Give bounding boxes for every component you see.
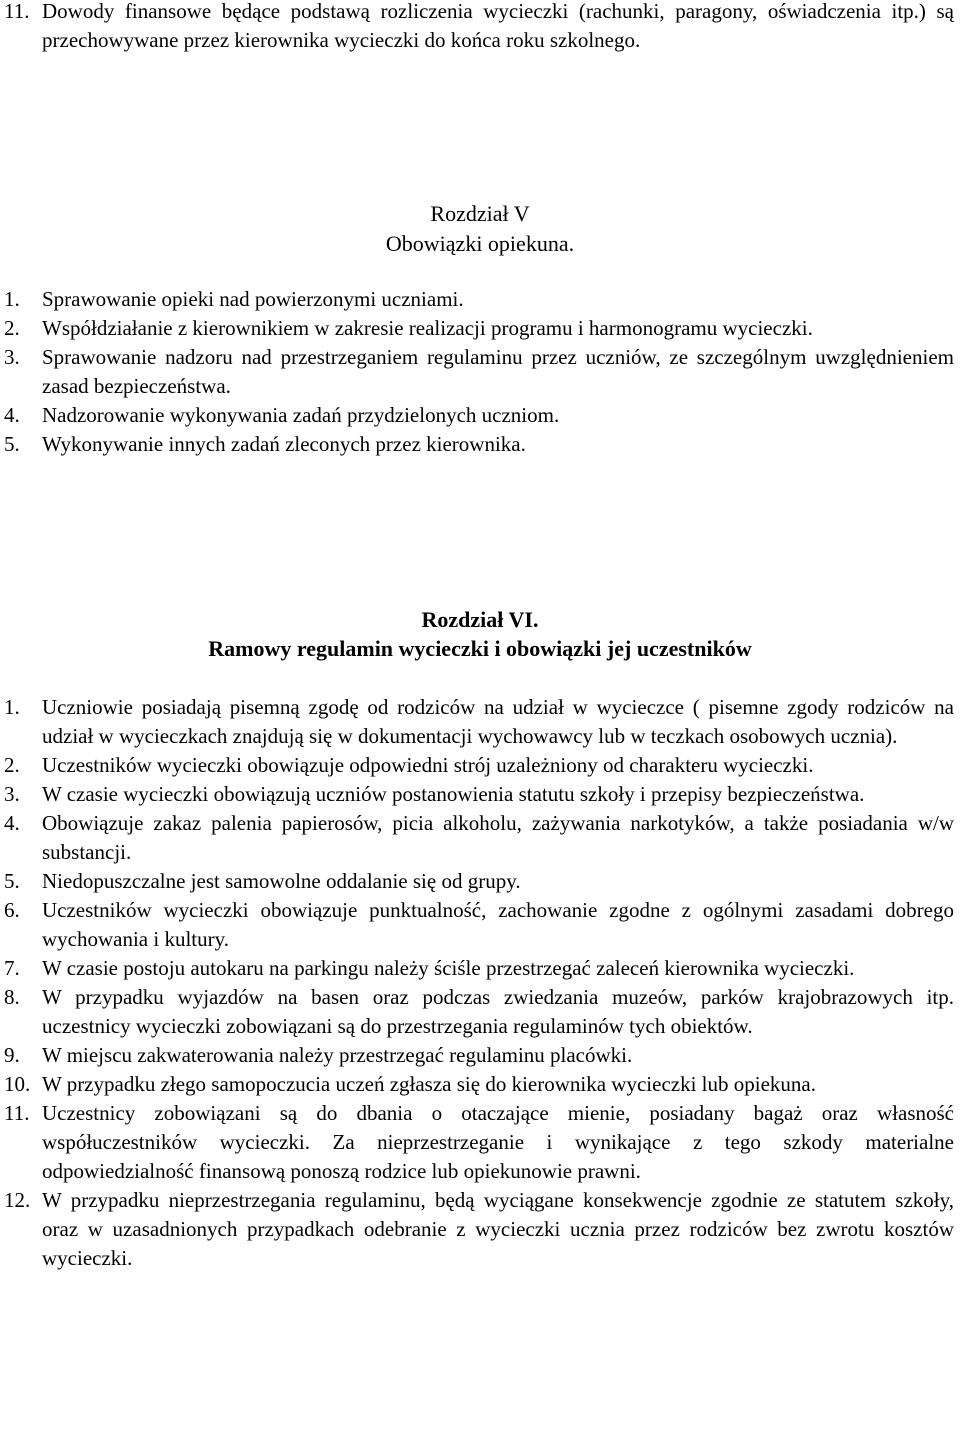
item-number: 4.	[4, 403, 20, 427]
item-text: W przypadku wyjazdów na basen oraz podczas zwiedzania muzeów, parków krajobrazowych itp. uczestnicy wycieczki zobowiązani są do przestrzegania regulaminów tych obiektów.	[42, 985, 954, 1038]
list-item	[4, 954, 954, 983]
item-number: 11.	[4, 0, 30, 23]
list-item	[4, 867, 954, 896]
list-item	[4, 1041, 954, 1070]
list-item	[4, 896, 954, 954]
item-number: 1.	[4, 287, 20, 311]
list-item	[4, 780, 954, 809]
item-number: 2.	[4, 753, 20, 777]
list-item	[4, 0, 954, 55]
item-text: Uczestnicy zobowiązani są do dbania o otaczające mienie, posiadany bagaż oraz własność współuczestników wycieczki. Za nieprzestrzeganie i wynikające z tego szkody materialne odpowiedzialność finansową ponoszą rodzice lub opiekunowie prawni.	[42, 1101, 954, 1183]
item-text: W przypadku nieprzestrzegania regulaminu, będą wyciągane konsekwencje zgodnie ze statutem szkoły, oraz w uzasadnionych przypadkach odebranie z wycieczki ucznia przez rodziców bez zwrotu kosztów wycieczki.	[42, 1188, 954, 1270]
item-number: 8.	[4, 985, 20, 1009]
chapter-5-title: Rozdział V	[430, 201, 530, 226]
item-number: 10.	[4, 1072, 31, 1096]
item-text: Obowiązuje zakaz palenia papierosów, picia alkoholu, zażywania narkotyków, a także posiadania w/w substancji.	[42, 811, 954, 864]
item-text: Dowody finansowe będące podstawą rozliczenia wycieczki (rachunki, paragony, oświadczenia itp.) są przechowywane przez kierownika wycieczki do końca roku szkolnego.	[42, 0, 954, 52]
chapter-6-subtitle: Ramowy regulamin wycieczki i obowiązki jej uczestników	[208, 636, 752, 661]
list-item	[4, 983, 954, 1041]
item-text: W czasie wycieczki obowiązują uczniów postanowienia statutu szkoły i przepisy bezpieczeństwa.	[42, 782, 865, 806]
item-number: 9.	[4, 1043, 20, 1067]
item-text: Uczestników wycieczki obowiązuje odpowiedni strój uzależniony od charakteru wycieczki.	[42, 753, 814, 777]
item-text: Nadzorowanie wykonywania zadań przydzielonych uczniom.	[42, 403, 560, 427]
chapter-5-list	[4, 285, 954, 459]
item-text: W czasie postoju autokaru na parkingu należy ściśle przestrzegać zaleceń kierownika wycieczki.	[42, 956, 855, 980]
item-text: Współdziałanie z kierownikiem w zakresie realizacji programu i harmonogramu wycieczki.	[42, 316, 813, 340]
item-text: Uczestników wycieczki obowiązuje punktualność, zachowanie zgodne z ogólnymi zasadami dobrego wychowania i kultury.	[42, 898, 954, 951]
list-item	[4, 343, 954, 401]
list-item	[4, 314, 954, 343]
item-number: 5.	[4, 432, 20, 456]
item-text: Sprawowanie opieki nad powierzonymi uczniami.	[42, 287, 464, 311]
item-text: Niedopuszczalne jest samowolne oddalanie się od grupy.	[42, 869, 521, 893]
item-text: Sprawowanie nadzoru nad przestrzeganiem regulaminu przez uczniów, ze szczególnym uwzględnieniem zasad bezpieczeństwa.	[42, 345, 954, 398]
chapter-6-title: Rozdział VI.	[421, 607, 539, 632]
item-number: 2.	[4, 316, 20, 340]
previous-section-list	[4, 0, 954, 55]
item-number: 6.	[4, 898, 20, 922]
item-number: 7.	[4, 956, 20, 980]
list-item	[4, 1186, 954, 1273]
item-number: 11.	[4, 1101, 30, 1125]
item-number: 12.	[4, 1188, 31, 1212]
list-item	[4, 1070, 954, 1099]
item-text: W przypadku złego samopoczucia uczeń zgłasza się do kierownika wycieczki lub opiekuna.	[42, 1072, 816, 1096]
list-item	[4, 809, 954, 867]
chapter-5-subtitle: Obowiązki opiekuna.	[385, 231, 575, 256]
item-number: 1.	[4, 695, 20, 719]
list-item	[4, 285, 954, 314]
list-item	[4, 1099, 954, 1186]
chapter-6-list	[4, 693, 954, 1273]
item-number: 5.	[4, 869, 20, 893]
list-item	[4, 401, 954, 430]
list-item	[4, 430, 954, 459]
item-text: Uczniowie posiadają pisemną zgodę od rodziców na udział w wycieczce ( pisemne zgody rodziców na udział w wycieczkach znajdują się w dokumentacji wychowawcy lub w teczkach osobowych ucznia).	[42, 695, 954, 748]
list-item	[4, 751, 954, 780]
item-number: 3.	[4, 782, 20, 806]
item-text: W miejscu zakwaterowania należy przestrzegać regulaminu placówki.	[42, 1043, 633, 1067]
item-number: 3.	[4, 345, 20, 369]
item-number: 4.	[4, 811, 20, 835]
item-text: Wykonywanie innych zadań zleconych przez kierownika.	[42, 432, 526, 456]
list-item	[4, 693, 954, 751]
